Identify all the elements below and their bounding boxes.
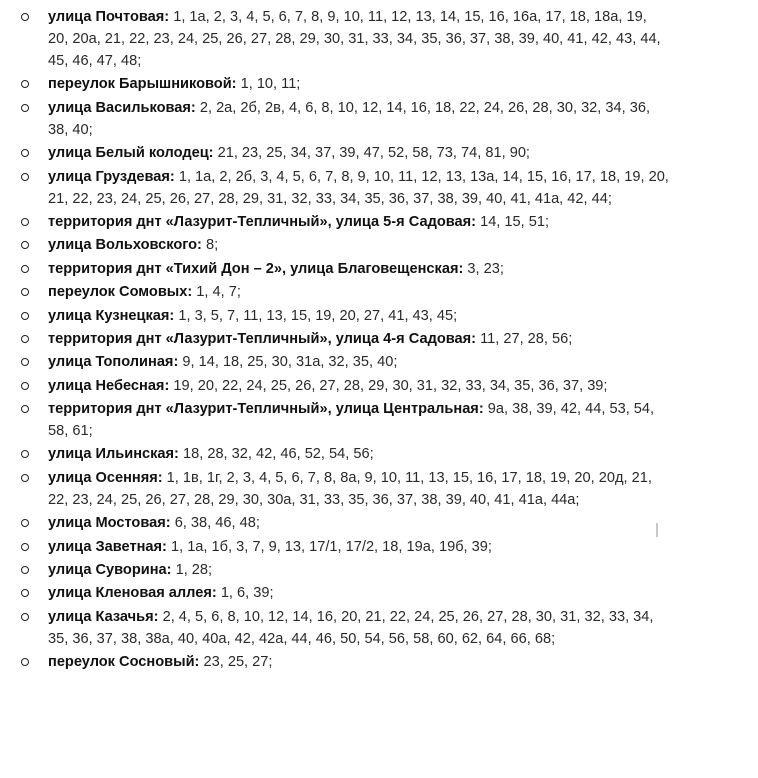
address-list-item xyxy=(0,443,670,465)
hollow-circle-bullet-icon xyxy=(21,543,29,551)
address-list-item xyxy=(0,6,670,72)
address-list-item xyxy=(0,398,670,442)
hollow-circle-bullet-icon xyxy=(21,149,29,157)
hollow-circle-bullet-icon xyxy=(21,265,29,273)
address-list-item xyxy=(0,97,670,141)
street-name: территория днт «Лазурит-Тепличный», улица 4-я Садовая: xyxy=(48,330,477,347)
street-name: переулок Барышниковой: xyxy=(48,76,237,93)
address-list-item xyxy=(0,651,670,673)
address-list-item xyxy=(0,211,670,233)
hollow-circle-bullet-icon xyxy=(21,80,29,88)
address-list-item xyxy=(0,166,670,210)
hollow-circle-bullet-icon xyxy=(21,13,29,21)
house-numbers: 18, 28, 32, 42, 46, 52, 54, 56; xyxy=(182,446,374,463)
street-name: территория днт «Лазурит-Тепличный», улица Центральная: xyxy=(48,401,484,418)
street-name: улица Белый колодец: xyxy=(48,145,214,162)
hollow-circle-bullet-icon xyxy=(21,613,29,621)
hollow-circle-bullet-icon xyxy=(21,104,29,112)
street-name: территория днт «Лазурит-Тепличный», улица 5-я Садовая: xyxy=(48,213,477,230)
street-name: улица Кленовая аллея: xyxy=(48,585,217,602)
street-name: улица Заветная: xyxy=(48,538,167,555)
hollow-circle-bullet-icon xyxy=(21,312,29,320)
hollow-circle-bullet-icon xyxy=(21,589,29,597)
house-numbers: 3, 23; xyxy=(467,260,504,277)
house-numbers: 1, 1а, 2, 2б, 3, 4, 5, 6, 7, 8, 9, 10, 11, 12, 13, 13а, 14, 15, 16, 17, 18, 19, 20, 21, 22, 23, 24, 25, 26, 27, 28, 29, 31, 32, 33, 34, 35, 36, 37, 38, 39, 40, 41, 41а, 42, 44; xyxy=(48,168,669,207)
edge-divider xyxy=(656,523,658,537)
street-name: улица Почтовая: xyxy=(48,9,170,25)
address-list-item xyxy=(0,142,670,164)
house-numbers: 8; xyxy=(205,237,219,254)
address-list-item xyxy=(0,606,670,650)
street-name: улица Груздевая: xyxy=(48,168,175,185)
address-list-item xyxy=(0,582,670,604)
house-numbers: 6, 38, 46, 48; xyxy=(174,515,260,532)
address-list-item xyxy=(0,73,670,95)
house-numbers: 2, 4, 5, 6, 8, 10, 12, 14, 16, 20, 21, 22, 24, 25, 26, 27, 28, 30, 31, 32, 33, 34, 35, 36, 37, 38, 38а, 40, 40а, 42, 42а, 44, 46, 50, 54, 56, 58, 60, 62, 64, 66, 68; xyxy=(48,608,654,647)
house-numbers: 1, 28; xyxy=(175,562,213,579)
hollow-circle-bullet-icon xyxy=(21,405,29,413)
address-list-item xyxy=(0,467,670,511)
house-numbers: 9а, 38, 39, 42, 44, 53, 54, 58, 61; xyxy=(48,401,655,440)
address-list-item xyxy=(0,512,670,534)
house-numbers: 11, 27, 28, 56; xyxy=(480,330,573,347)
address-list-item xyxy=(0,559,670,581)
hollow-circle-bullet-icon xyxy=(21,358,29,366)
house-numbers: 1, 10, 11; xyxy=(240,76,301,93)
address-list-item xyxy=(0,375,670,397)
hollow-circle-bullet-icon xyxy=(21,519,29,527)
address-list-item xyxy=(0,328,670,350)
street-name: улица Васильковая: xyxy=(48,99,196,116)
address-list-item xyxy=(0,234,670,256)
house-numbers: 1, 1а, 1б, 3, 7, 9, 13, 17/1, 17/2, 18, 19а, 19б, 39; xyxy=(170,538,492,555)
hollow-circle-bullet-icon xyxy=(21,218,29,226)
street-name: территория днт «Тихий Дон – 2», улица Благовещенская: xyxy=(48,260,464,277)
house-numbers: 1, 1а, 2, 3, 4, 5, 6, 7, 8, 9, 10, 11, 12, 13, 14, 15, 16, 16а, 17, 18, 18а, 19, 20, 20а, 21, 22, 23, 24, 25, 26, 27, 28, 29, 30, 31, 33, 34, 35, 36, 37, 38, 39, 40, 41, 42, 43, 44, 45, 46, 47, 48; xyxy=(48,9,661,69)
street-name: улица Суворина: xyxy=(48,562,172,579)
hollow-circle-bullet-icon xyxy=(21,450,29,458)
house-numbers: 9, 14, 18, 25, 30, 31а, 32, 35, 40; xyxy=(182,354,398,371)
hollow-circle-bullet-icon xyxy=(21,241,29,249)
house-numbers: 14, 15, 51; xyxy=(480,213,550,230)
hollow-circle-bullet-icon xyxy=(21,566,29,574)
house-numbers: 23, 25, 27; xyxy=(203,654,273,671)
street-name: улица Небесная: xyxy=(48,377,170,394)
hollow-circle-bullet-icon xyxy=(21,474,29,482)
street-name: улица Казачья: xyxy=(48,608,159,625)
street-name: улица Вольховского: xyxy=(48,237,202,254)
hollow-circle-bullet-icon xyxy=(21,335,29,343)
house-numbers: 21, 23, 25, 34, 37, 39, 47, 52, 58, 73, 74, 81, 90; xyxy=(217,145,530,162)
street-name: улица Ильинская: xyxy=(48,446,179,463)
hollow-circle-bullet-icon xyxy=(21,382,29,390)
address-list-item xyxy=(0,281,670,303)
address-list-item xyxy=(0,351,670,373)
address-list-item xyxy=(0,536,670,558)
street-name: улица Мостовая: xyxy=(48,515,171,532)
address-list-item xyxy=(0,305,670,327)
street-name: переулок Сомовых: xyxy=(48,284,193,301)
street-name: улица Кузнецкая: xyxy=(48,307,175,324)
hollow-circle-bullet-icon xyxy=(21,288,29,296)
house-numbers: 1, 1в, 1г, 2, 3, 4, 5, 6, 7, 8, 8а, 9, 10, 11, 13, 15, 16, 17, 18, 19, 20, 20д, 21, 22, 23, 24, 25, 26, 27, 28, 29, 30, 30а, 31, 33, 35, 36, 37, 38, 39, 40, 41, 41а, 44а; xyxy=(48,469,652,508)
house-numbers: 1, 6, 39; xyxy=(220,585,274,602)
hollow-circle-bullet-icon xyxy=(21,658,29,666)
house-numbers: 19, 20, 22, 24, 25, 26, 27, 28, 29, 30, 31, 32, 33, 34, 35, 36, 37, 39; xyxy=(173,377,608,394)
address-list-item xyxy=(0,258,670,280)
house-numbers: 1, 4, 7; xyxy=(196,284,241,301)
street-name: улица Тополиная: xyxy=(48,354,179,371)
house-numbers: 1, 3, 5, 7, 11, 13, 15, 19, 20, 27, 41, 43, 45; xyxy=(178,307,458,324)
house-numbers: 2, 2а, 2б, 2в, 4, 6, 8, 10, 12, 14, 16, 18, 22, 24, 26, 28, 30, 32, 34, 36, 38, 40; xyxy=(48,99,651,138)
street-name: переулок Сосновый: xyxy=(48,654,200,671)
hollow-circle-bullet-icon xyxy=(21,173,29,181)
street-name: улица Осенняя: xyxy=(48,469,163,486)
